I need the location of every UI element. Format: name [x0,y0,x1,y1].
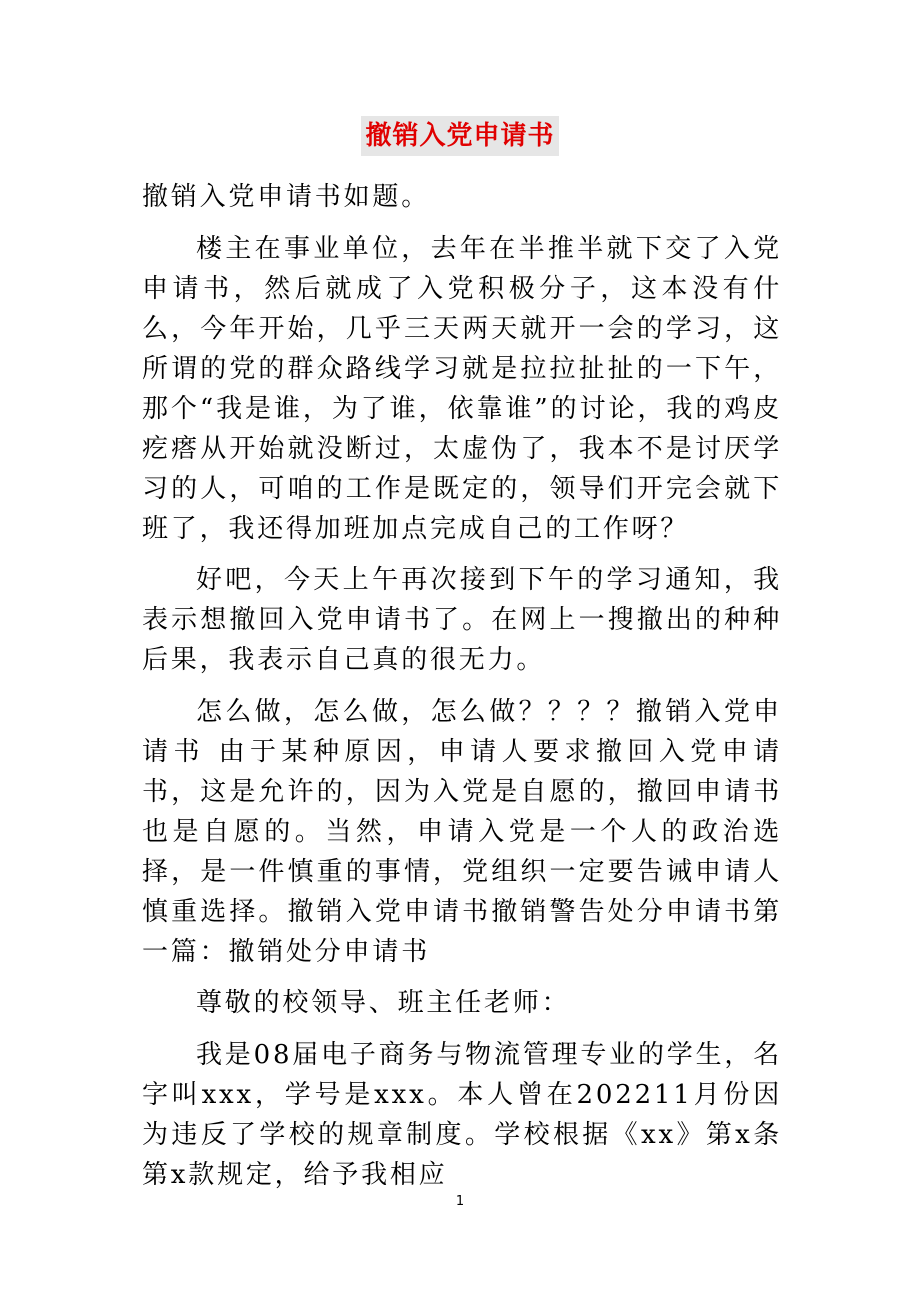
document-title-row [0,116,920,156]
page-number: 1 [455,1194,465,1209]
document-body [142,177,782,1207]
paragraph-5: 尊敬的校领导、班主任老师： [196,988,571,1019]
paragraph-4: 怎么做，怎么做，怎么做？？？？撤销入党申请书 由于某种原因，申请人要求撤回入党申请书，这是允许的，因为入党是自愿的，撤回申请书也是自愿的。当然，申请入党是一个人的政治选择，是一件慎重的事情，党组织一定要告诫申请人慎重选择。撤销入党申请书撤销警告处分申请书第一篇：撤销处分申请书 [142,696,782,967]
document-title: 撤销入党申请书 [361,116,558,156]
paragraph-6: 我是08届电子商务与物流管理专业的学生，名字叫xxx，学号是xxx。本人曾在202211月份因为违反了学校的规章制度。学校根据《xx》第x条第x款规定，给予我相应 [142,1039,782,1190]
paragraph-2: 楼主在事业单位，去年在半推半就下交了入党申请书，然后就成了入党积极分子，这本没有什么，今年开始，几乎三天两天就开一会的学习，这所谓的党的群众路线学习就是拉拉扯扯的一下午，那个“我是谁，为了谁，依靠谁”的讨论，我的鸡皮疙瘩从开始就没断过，太虚伪了，我本不是讨厌学习的人，可咱的工作是既定的，领导们开完会就下班了，我还得加班加点完成自己的工作呀？ [142,233,782,544]
paragraph-1: 撤销入党申请书如题。 [142,182,431,212]
paragraph-3: 好吧，今天上午再次接到下午的学习通知，我表示想撤回入党申请书了。在网上一搜撤出的种种后果，我表示自己真的很无力。 [142,565,782,676]
